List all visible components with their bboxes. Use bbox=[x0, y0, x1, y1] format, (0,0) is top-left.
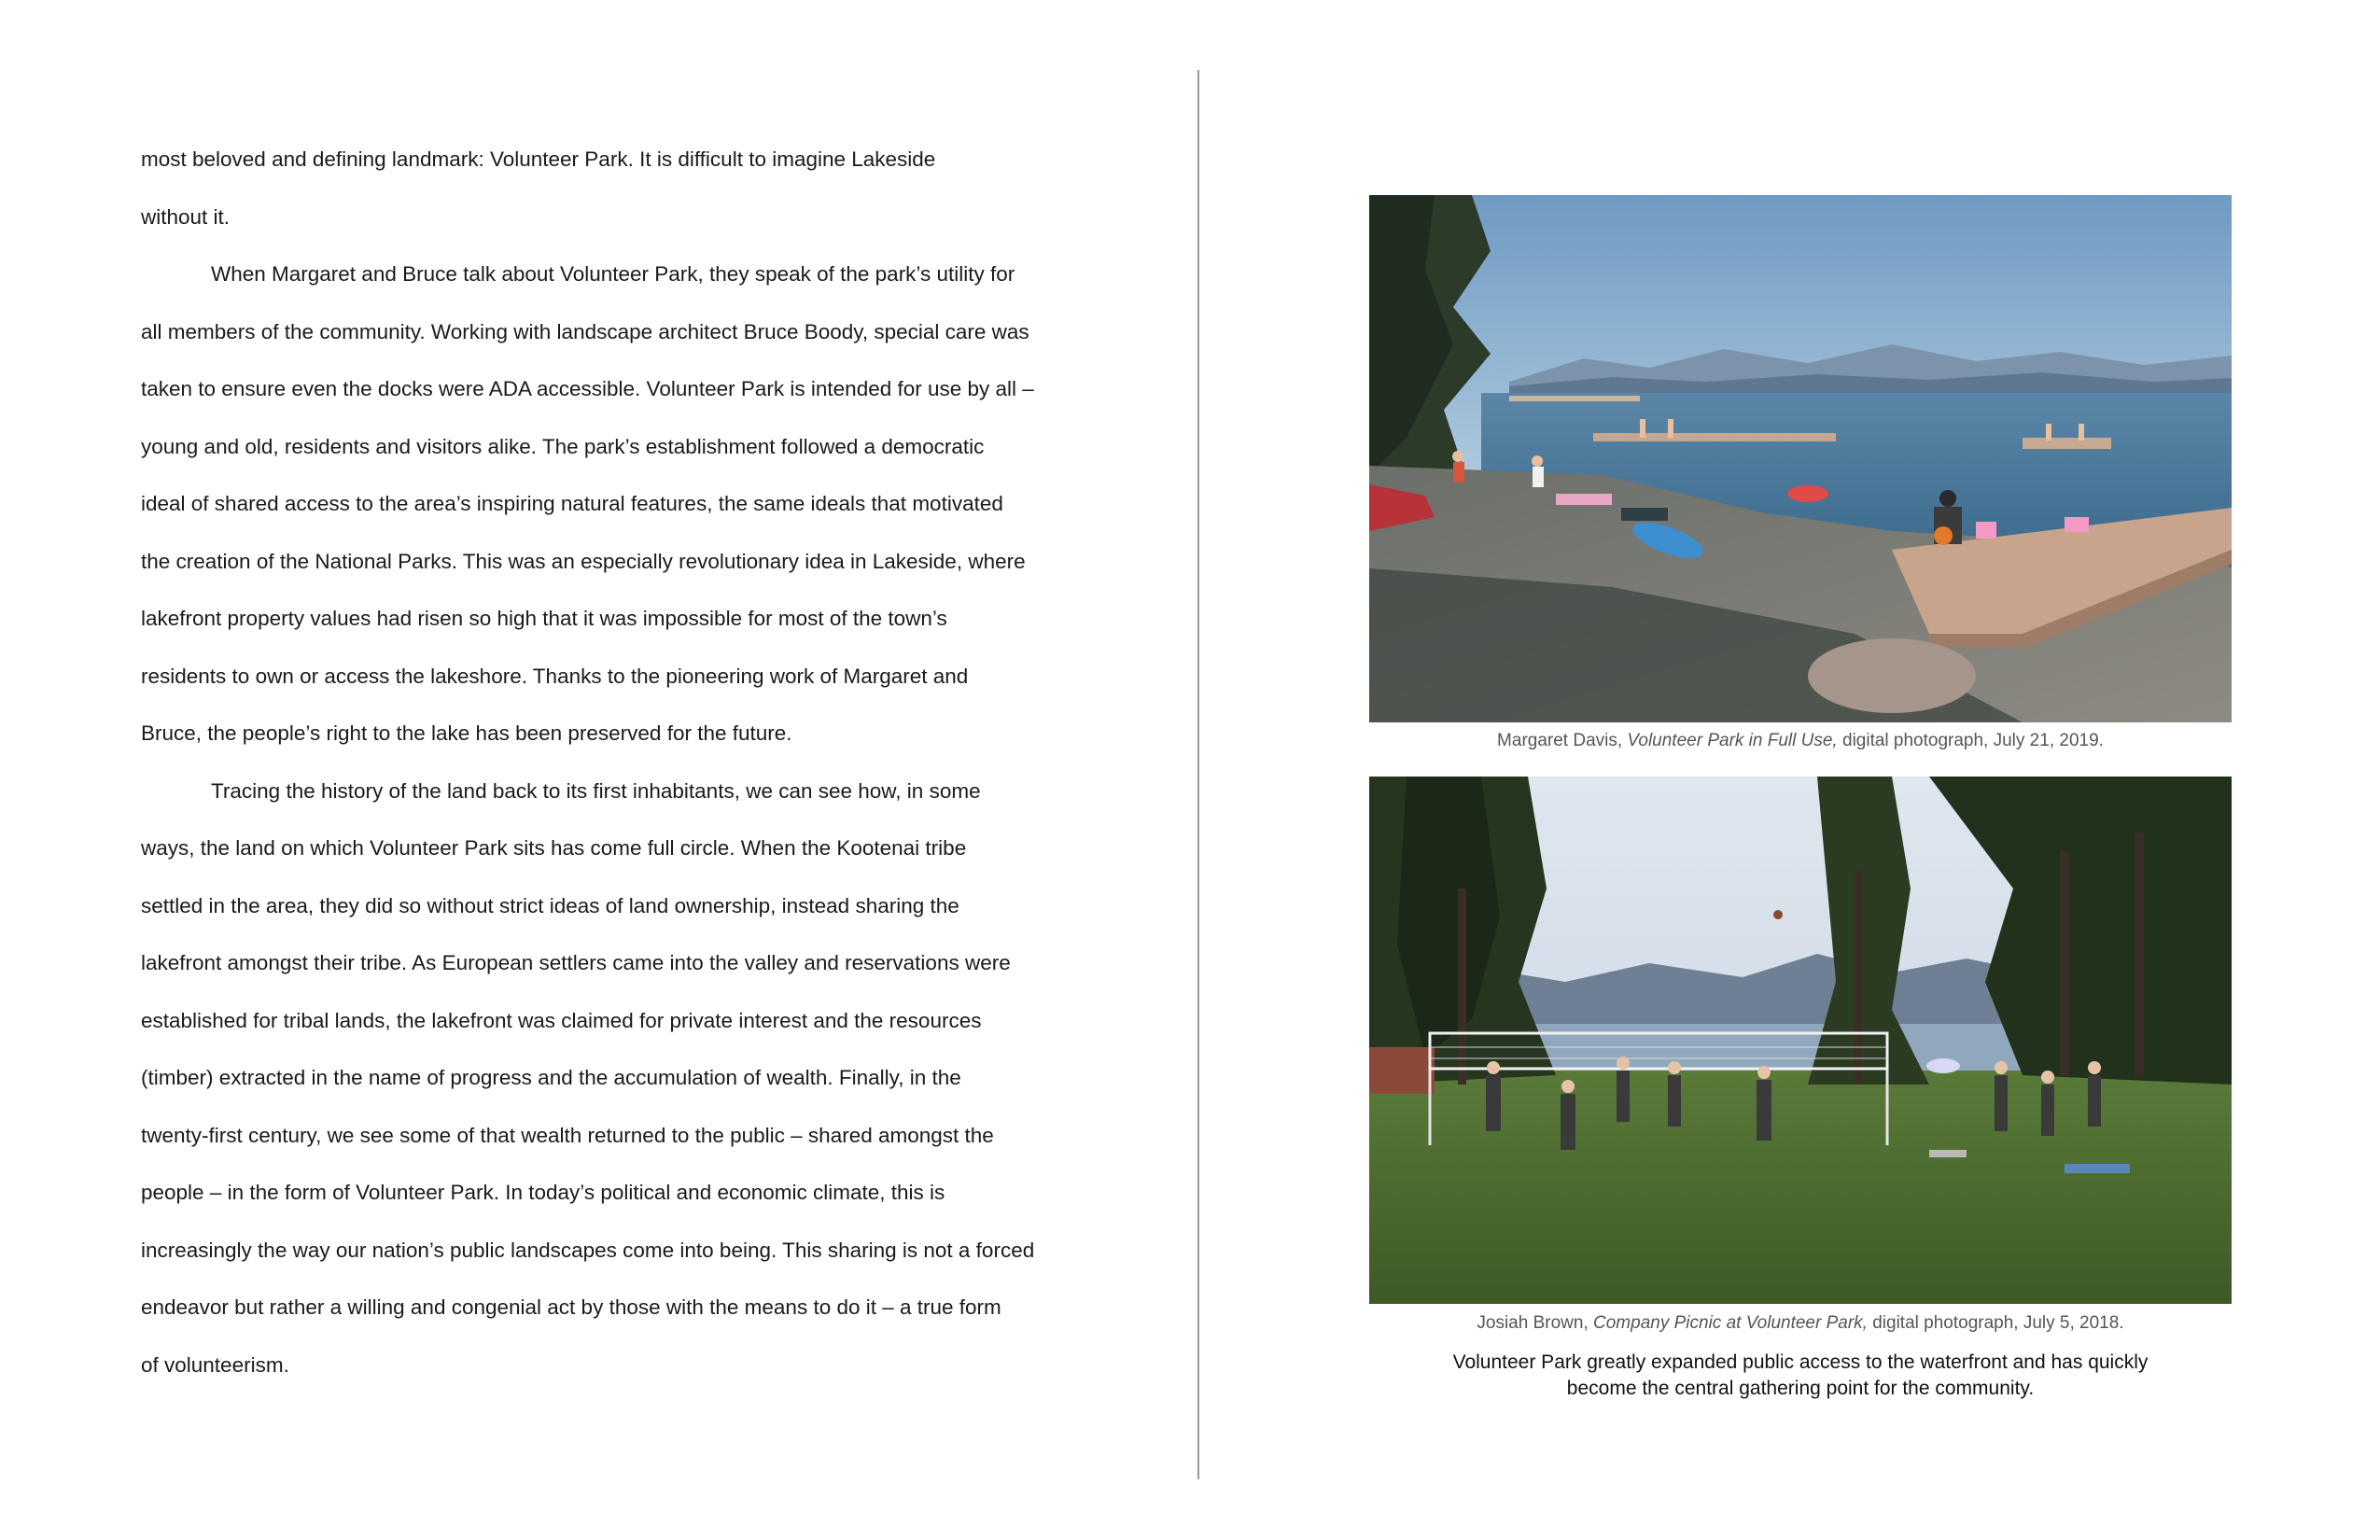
paragraph-start-line: Tracing the history of the land back to its first inhabitants, we can see how, in some bbox=[211, 778, 981, 803]
body-line: taken to ensure even the docks were ADA accessible. Volunteer Park is intended for use by all – bbox=[141, 377, 1034, 400]
body-line: increasingly the way our nation’s public landscapes come into being. This sharing is not a forced bbox=[141, 1238, 1035, 1262]
photo-lake-dock bbox=[1369, 195, 2232, 722]
figure-summary bbox=[1369, 1350, 2232, 1402]
body-line: all members of the community. Working with landscape architect Bruce Boody, special care was bbox=[141, 319, 1029, 343]
body-line: lakefront amongst their tribe. As European settlers came into the valley and reservations were bbox=[141, 951, 1011, 974]
page-divider bbox=[1197, 70, 1199, 1479]
body-line: Bruce, the people’s right to the lake has been preserved for the future. bbox=[141, 721, 792, 745]
body-line: ways, the land on which Volunteer Park sits has come full circle. When the Kootenai tribe bbox=[141, 836, 967, 860]
body-line: young and old, residents and visitors alike. The park’s establishment followed a democratic bbox=[141, 434, 985, 458]
body-line: without it. bbox=[141, 204, 231, 229]
caption-author: Josiah Brown, bbox=[1477, 1313, 1594, 1333]
body-line: endeavor but rather a willing and congenial act by those with the means to do it – a true form bbox=[141, 1295, 1001, 1319]
photo-picnic-volleyball bbox=[1369, 777, 2232, 1304]
body-text-column bbox=[141, 131, 1074, 1393]
photo-2-caption bbox=[1369, 1313, 2232, 1334]
summary-line: Volunteer Park greatly expanded public access to the waterfront and has quickly bbox=[1452, 1351, 2149, 1373]
body-line: the creation of the National Parks. This was an especially revolutionary idea in Lakeside, where bbox=[141, 549, 1026, 573]
summary-line: become the central gathering point for the community. bbox=[1566, 1378, 2035, 1399]
body-line: settled in the area, they did so without strict ideas of land ownership, instead sharing the bbox=[141, 893, 959, 917]
body-line: most beloved and defining landmark: Volunteer Park. It is difficult to imagine Lakeside bbox=[141, 147, 936, 171]
caption-author: Margaret Davis, bbox=[1497, 731, 1628, 750]
right-page bbox=[1204, 0, 2380, 1540]
body-line: twenty-first century, we see some of that wealth returned to the public – shared amongst the bbox=[141, 1123, 994, 1147]
photo-1-caption bbox=[1369, 731, 2232, 751]
body-line: established for tribal lands, the lakefront was claimed for private interest and the resources bbox=[141, 1008, 982, 1032]
caption-details: digital photograph, July 5, 2018. bbox=[1867, 1313, 2124, 1333]
body-line: lakefront property values had risen so high that it was impossible for most of the town’s bbox=[141, 607, 947, 630]
caption-title: Volunteer Park in Full Use, bbox=[1627, 731, 1838, 750]
paragraph-start-line: When Margaret and Bruce talk about Volunteer Park, they speak of the park’s utility for bbox=[211, 262, 1015, 286]
caption-details: digital photograph, July 21, 2019. bbox=[1837, 731, 2104, 750]
body-line: people – in the form of Volunteer Park. In today’s political and economic climate, this is bbox=[141, 1181, 945, 1204]
body-line: ideal of shared access to the area’s inspiring natural features, the same ideals that motivated bbox=[141, 492, 1003, 515]
body-line: of volunteerism. bbox=[141, 1352, 289, 1377]
caption-title: Company Picnic at Volunteer Park, bbox=[1593, 1313, 1868, 1333]
body-line: (timber) extracted in the name of progress and the accumulation of wealth. Finally, in the bbox=[141, 1066, 961, 1089]
body-line: residents to own or access the lakeshore. Thanks to the pioneering work of Margaret and bbox=[141, 664, 969, 688]
